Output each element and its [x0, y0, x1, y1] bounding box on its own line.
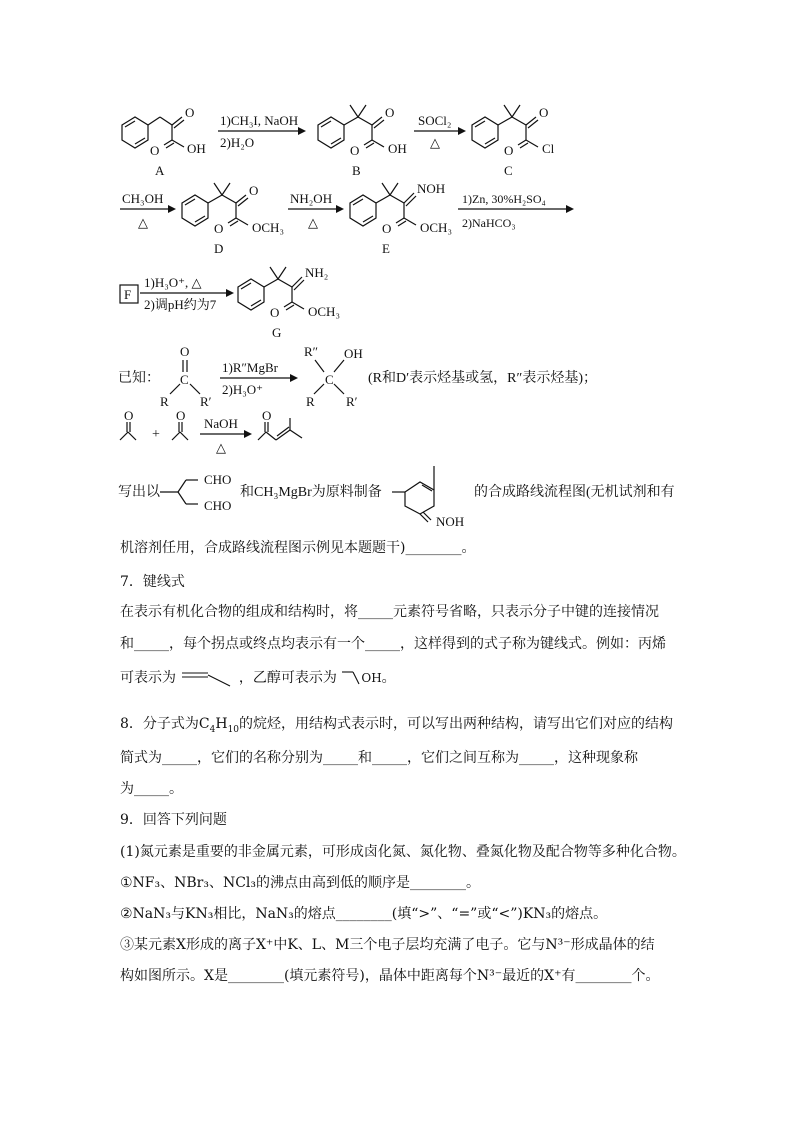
q8-line-2: 简式为_____，它们的名称分别为_____和_____，它们之间互称为_____，这种现象称: [120, 750, 638, 766]
q-cho1: CHO: [204, 472, 232, 487]
q7-line-2: 和_____，每个拐点或终点均表示有一个_____，这样得到的式子称为键线式。例如：丙烯: [120, 636, 666, 652]
k2-c: C: [325, 372, 334, 387]
aldol-top: NaOH: [204, 416, 238, 431]
k2-rp: R′: [346, 394, 358, 409]
q7-l3a: 可表示为: [120, 670, 176, 686]
e-o-bottom: O: [382, 221, 392, 236]
acetone-2-o: O: [176, 408, 186, 423]
propene-skeletal: [180, 668, 234, 688]
q8-sub4: 4: [209, 724, 216, 735]
label-g: G: [272, 325, 282, 340]
e-och3: OCH₃: [420, 220, 452, 235]
q7-line-1: 在表示有机化合物的组成和结构时，将_____元素符号省略，只表示分子中键的连接情况: [120, 604, 659, 620]
q9-p5: 构如图所示。X是________(填元素符号)，晶体中距离每个N³⁻最近的X⁺有________个。: [120, 968, 660, 984]
arrow-3-head: [168, 205, 176, 213]
molecule-c: [472, 105, 538, 148]
molecule-g: [238, 267, 304, 310]
target-oxime: [392, 466, 434, 522]
c-o-top: O: [539, 105, 549, 120]
k1-o: O: [180, 344, 190, 359]
known-note: (R和D′表示烃基或氢，R″表示烃基)；: [368, 371, 598, 386]
arrow-5-head: [566, 205, 574, 213]
r1-top: 1)CH₃I, NaOH: [220, 113, 299, 128]
q-part2: 和CH₃MgBr为原料制备: [240, 485, 382, 500]
label-e: E: [382, 241, 390, 256]
q9-p3: ②NaN₃与KN₃相比，NaN₃的熔点________(填“>”、“=”或“<”)KN₃的熔点。: [120, 906, 608, 922]
q-part1: 写出以: [118, 485, 160, 500]
g-o-bottom: O: [270, 305, 280, 320]
aldol-bottom: △: [216, 440, 226, 455]
arrow-1-head: [298, 127, 306, 135]
arrow-aldol-head: [244, 430, 252, 438]
a-oh: OH: [187, 141, 206, 156]
arrow-known-head: [290, 374, 298, 382]
k2-rpp: R″: [304, 344, 319, 359]
r6-top: 1)H₃O⁺, △: [144, 275, 202, 290]
r1-bottom: 2)H₂O: [220, 135, 255, 150]
arrow-2-head: [458, 127, 466, 135]
acetone-2: [172, 422, 188, 440]
mesityl-o: O: [262, 408, 272, 423]
scheme-row-3: [0, 255, 794, 345]
e-noh: NOH: [417, 181, 446, 196]
q-part3: 的合成路线流程图(无机试剂和有: [474, 485, 675, 500]
box-f-label: F: [124, 287, 132, 302]
k1-r: R: [160, 394, 169, 409]
q9-p1: (1)氮元素是重要的非金属元素，可形成卤化氮、氮化物、叠氮化物及配合物等多种化合物。: [120, 844, 686, 860]
q8-l1c: 的烷烃，用结构式表示时，可以写出两种结构，请写出它们对应的结构: [239, 716, 674, 732]
g-och3: OCH₃: [308, 304, 340, 319]
known-prefix: 已知：: [118, 371, 160, 386]
q9-title: 9．回答下列问题: [120, 812, 227, 828]
a-o-top: O: [185, 105, 195, 120]
r6-bottom: 2)调pH约为7: [144, 297, 217, 312]
k2-oh: OH: [344, 346, 363, 361]
q9-p4: ③某元素X形成的离子X⁺中K、L、M三个电子层均充满了电子。它与N³⁻形成晶体的结: [120, 937, 655, 953]
known-r-top: 1)R″MgBr: [222, 360, 278, 375]
label-d: D: [214, 241, 224, 256]
arrow-6-head: [226, 289, 234, 297]
k1-c: C: [180, 372, 189, 387]
g-nh2: NH₂: [305, 265, 329, 280]
q-noh: NOH: [436, 514, 465, 529]
acetone-1: [120, 422, 136, 440]
q7-title: 7．键线式: [120, 574, 185, 590]
d-o-top: O: [249, 183, 259, 198]
r5-bottom: 2)NaHCO₃: [462, 216, 516, 230]
r5-top: 1)Zn, 30%H₂SO₄: [462, 192, 546, 206]
q8-line-3: 为_____。: [120, 781, 183, 797]
molecule-e: [350, 183, 416, 226]
label-c: C: [504, 163, 513, 178]
d-o-bottom: O: [214, 221, 224, 236]
b-o-bottom: O: [350, 143, 360, 158]
label-b: B: [352, 163, 361, 178]
q8-l1a: 8．分子式为C: [120, 716, 210, 732]
ethanol-skeletal: [341, 668, 361, 688]
k1-rp: R′: [200, 394, 212, 409]
molecule-d: [182, 183, 248, 226]
c-cl: Cl: [542, 141, 555, 156]
label-a: A: [155, 163, 165, 178]
r4-top: NH₂OH: [290, 191, 333, 206]
known-reactions: [0, 340, 794, 460]
q8-l1b: H: [215, 716, 228, 732]
q-cho2: CHO: [204, 498, 232, 513]
r3pre-bottom: △: [138, 215, 148, 230]
q8-line-1: [120, 714, 673, 740]
q7-l3c: 。: [381, 670, 396, 686]
q9-p2: ①NF₃、NBr₃、NCl₃的沸点由高到低的顺序是________。: [120, 875, 481, 891]
r2-bottom: △: [430, 135, 440, 150]
r3pre-top: CH₃OH: [122, 191, 164, 206]
synthesis-question: [0, 450, 794, 540]
arrow-4-head: [336, 205, 344, 213]
molecule-b: [318, 105, 384, 148]
glutaraldehyde: [160, 480, 198, 504]
r4-bottom: △: [308, 215, 318, 230]
d-och3: OCH₃: [252, 220, 284, 235]
q7-oh: OH: [361, 671, 382, 685]
aldol-plus: +: [152, 427, 160, 442]
acetone-1-o: O: [124, 408, 134, 423]
q8-sub10: 10: [227, 724, 240, 735]
c-o-bottom: O: [504, 143, 514, 158]
q-line-2: 机溶剂任用，合成路线流程图示例见本题题干)________。: [120, 540, 476, 556]
k2-r: R: [306, 394, 315, 409]
b-oh: OH: [388, 141, 407, 156]
scheme-row-1: [0, 95, 794, 275]
q7-line-3: [120, 668, 396, 688]
r2-top: SOCl₂: [418, 113, 452, 128]
q7-l3b: ，乙醇可表示为: [238, 670, 337, 686]
known-r-bottom: 2)H₃O⁺: [222, 382, 263, 397]
a-o-bottom: O: [150, 143, 160, 158]
b-o-top: O: [385, 105, 395, 120]
